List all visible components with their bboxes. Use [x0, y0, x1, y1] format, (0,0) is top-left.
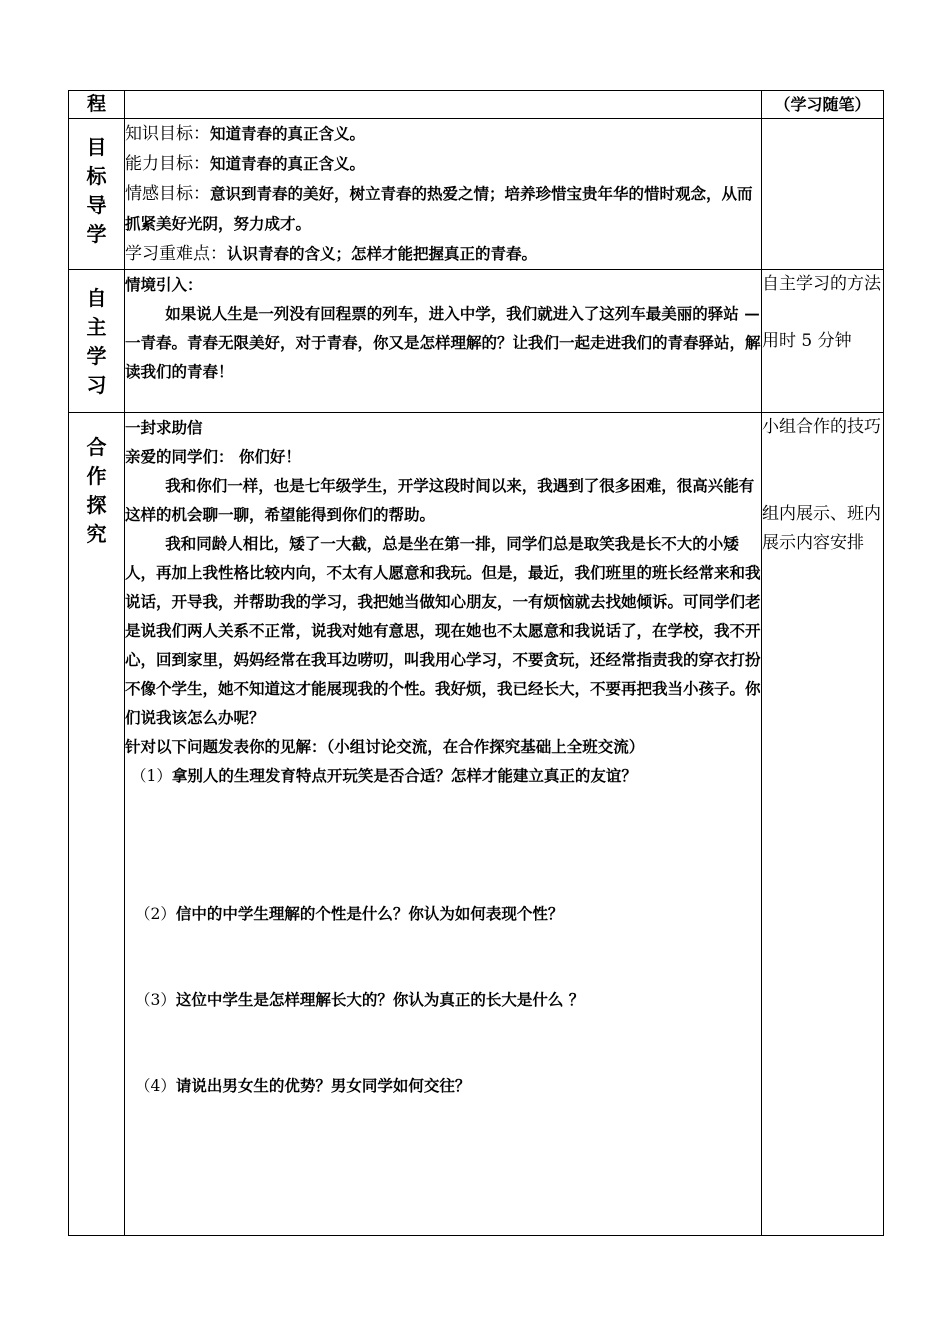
letter-greeting: 亲爱的同学们： 你们好！	[125, 447, 301, 466]
self-study-content	[125, 270, 762, 413]
goal-line: 情感目标：意识到青春的美好，树立青春的热爱之情；培养珍惜宝贵年华的惜时观念，从而抓紧美好光阴，努力成才。	[125, 184, 753, 233]
lesson-table	[68, 90, 884, 1236]
goal-line: 知识目标：知道青春的真正含义。	[125, 124, 366, 144]
cooperation-notes	[762, 413, 884, 1236]
question-4: （4）请说出男女生的优势？男女同学如何交往？	[135, 1076, 471, 1095]
letter-title: 一封求助信	[125, 418, 203, 437]
answer-space-1	[125, 791, 761, 899]
goals-content	[125, 119, 762, 270]
question-3: （3）这位中学生是怎样理解长大的？你认为真正的长大是什么 ？	[135, 990, 585, 1009]
cooperation-stage-label: 合 作 探 究	[69, 413, 125, 1236]
goals-notes-cell	[762, 119, 884, 270]
cooperation-content	[125, 413, 762, 1236]
goals-row	[69, 119, 884, 270]
cooperation-skill-note: 小组合作的技巧	[762, 417, 881, 437]
self-study-notes	[762, 270, 884, 413]
intro-paragraph: 如果说人生是一列没有回程票的列车，进入中学，我们就进入了这列车最美丽的驿站 — 一青春。青春无限美好，对于青春，你又是怎样理解的？让我们一起走进我们的青春驿站，解读我们的青春！	[125, 304, 761, 381]
self-study-stage-label: 自 主 学 习	[69, 270, 125, 413]
header-row	[69, 91, 884, 119]
discussion-task: 针对以下问题发表你的见解：（小组讨论交流，在合作探究基础上全班交流）	[125, 737, 645, 756]
answer-space-3	[125, 1015, 761, 1071]
self-study-row	[69, 270, 884, 413]
letter-paragraph-2: 我和同龄人相比，矮了一大截，总是坐在第一排，同学们总是取笑我是长不大的小矮人，再加上我性格比较内向，不太有人愿意和我玩。但是，最近，我们班里的班长经常来和我说话，开导我，并帮助我的学习，我把她当做知心朋友，一有烦恼就去找她倾诉。可同学们老是说我们两人关系不正常，说我对她有意思，现在她也不太愿意和我说话了，在学校，我不开心，回到家里，妈妈经常在我耳边唠叨，叫我用心学习，不要贪玩，还经常指责我的穿衣打扮不像个学生，她不知道这才能展现我的个性。我好烦，我已经长大，不要再把我当小孩子。你们说我该怎么办呢？	[125, 534, 761, 727]
header-left-cell: 程	[69, 91, 125, 119]
question-1: （1）拿别人的生理发育特点开玩笑是否合适？怎样才能建立真正的友谊？	[131, 766, 637, 785]
self-study-method-note: 自主学习的方法	[762, 274, 881, 294]
goal-line: 学习重难点：认识青春的含义；怎样才能把握真正的青春。	[125, 244, 538, 264]
question-2: （2）信中的中学生理解的个性是什么？你认为如何表现个性？	[135, 904, 564, 923]
header-notes-cell: （学习随笔）	[762, 91, 884, 119]
intro-label: 情境引入：	[125, 275, 203, 294]
answer-space-2	[125, 929, 761, 985]
goals-stage-label: 目 标 导 学	[69, 119, 125, 270]
goal-line: 能力目标：知道青春的真正含义。	[125, 154, 366, 174]
header-middle-cell	[125, 91, 762, 119]
cooperation-display-note: 组内展示、班内展示内容安排	[762, 504, 881, 553]
letter-paragraph-1: 我和你们一样，也是七年级学生，开学这段时间以来，我遇到了很多困难，很高兴能有这样的机会聊一聊，希望能得到你们的帮助。	[125, 476, 755, 524]
self-study-time-note: 用时 5 分钟	[762, 331, 852, 351]
cooperation-row	[69, 413, 884, 1236]
